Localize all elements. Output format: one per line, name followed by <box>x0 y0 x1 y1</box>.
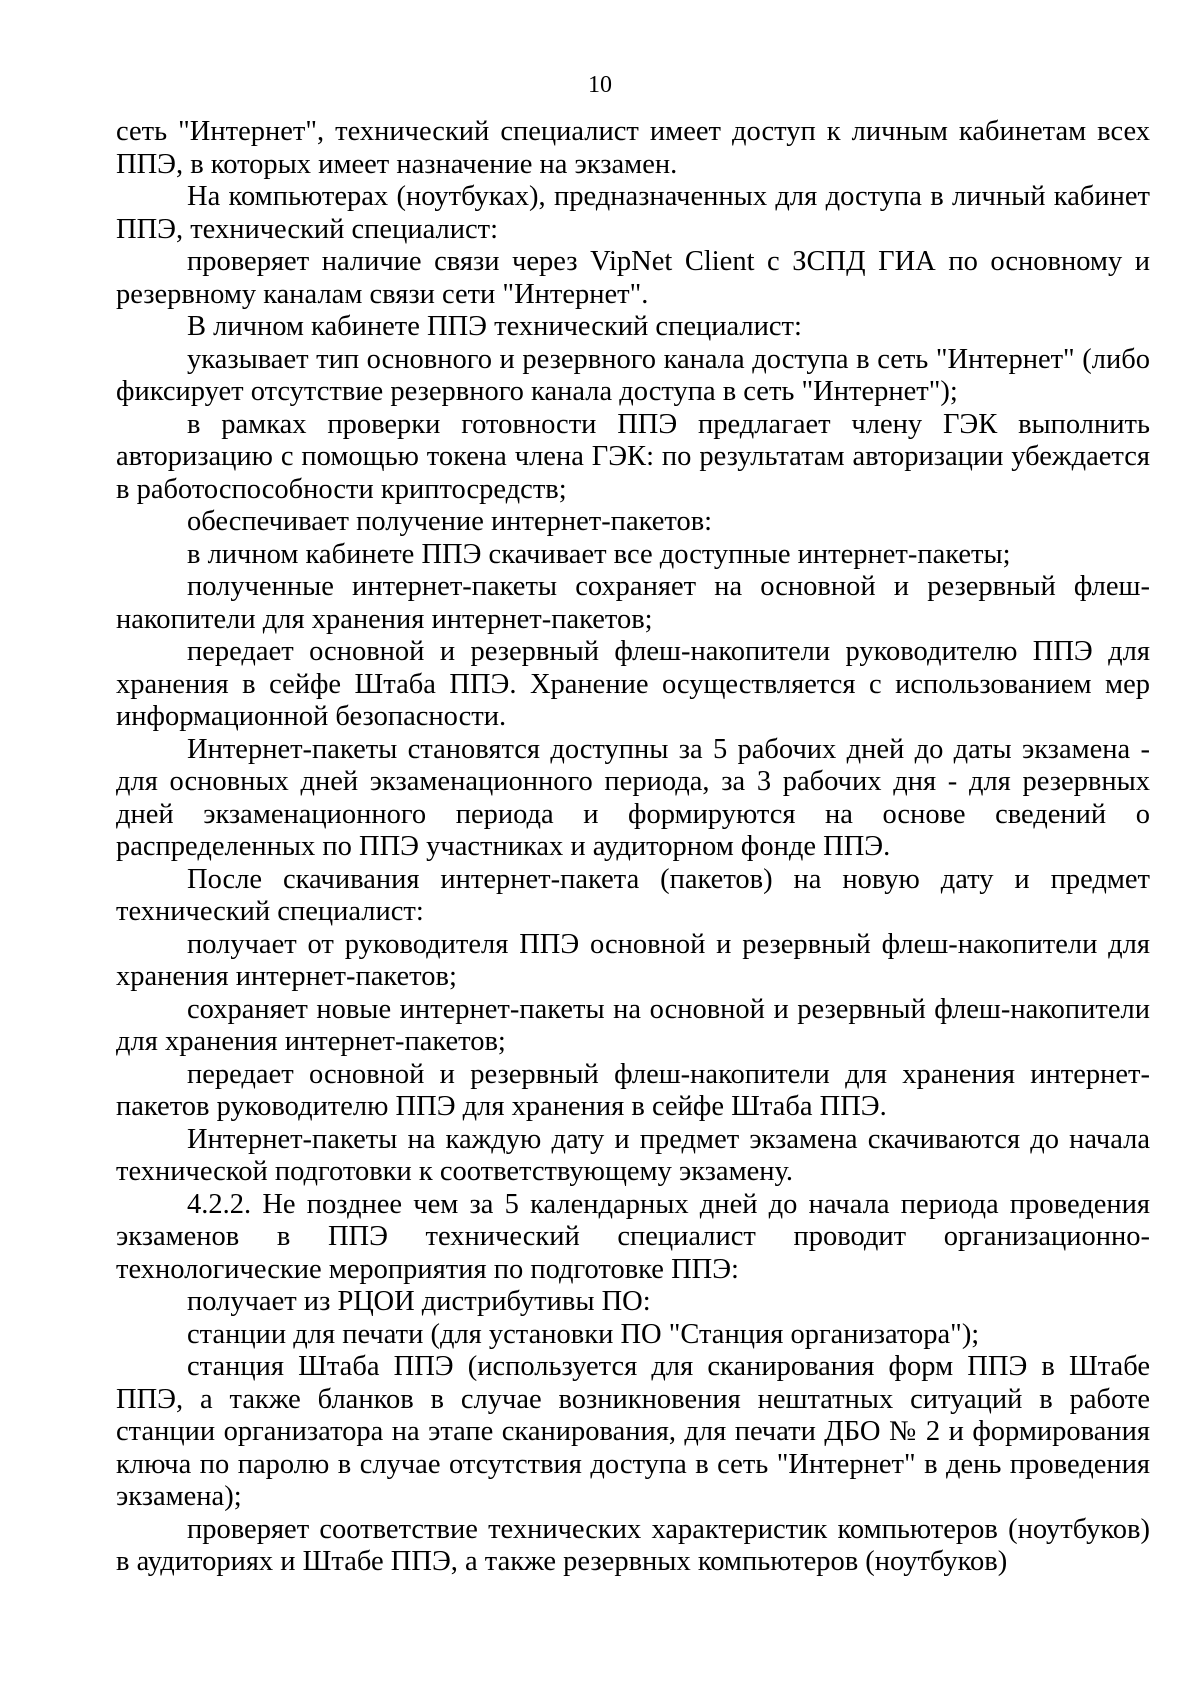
paragraph-21: проверяет соответствие технических характеристик компьютеров (ноутбуков) в аудиториях и Штабе ППЭ, а также резервных компьютеров (ноутбуков) <box>116 1513 1150 1577</box>
paragraph-13: получает от руководителя ППЭ основной и резервный флеш-накопители для хранения интернет-пакетов; <box>116 928 1150 992</box>
paragraph-8: в личном кабинете ППЭ скачивает все доступные интернет-пакеты; <box>187 538 1011 570</box>
paragraph-18: получает из РЦОИ дистрибутивы ПО: <box>187 1286 651 1317</box>
paragraph-15: передает основной и резервный флеш-накопители для хранения интернет-пакетов руководителю ППЭ для хранения в сейфе Штаба ППЭ. <box>116 1058 1150 1122</box>
document-body <box>116 116 1150 1579</box>
paragraph-19: станции для печати (для установки ПО "Станция организатора"); <box>187 1318 980 1350</box>
paragraph-6: в рамках проверки готовности ППЭ предлагает члену ГЭК выполнить авторизацию с помощью токена члена ГЭК: по результатам авторизации убеждается в работоспособности криптосредств; <box>116 408 1150 505</box>
paragraph-10: передает основной и резервный флеш-накопители руководителю ППЭ для хранения в сейфе Штаба ППЭ. Хранение осуществляется с использованием мер информационной безопасности. <box>116 636 1150 732</box>
paragraph-14: сохраняет новые интернет-пакеты на основной и резервный флеш-накопители для хранения интернет-пакетов; <box>116 993 1150 1057</box>
paragraph-17: 4.2.2. Не позднее чем за 5 календарных дней до начала периода проведения экзаменов в ППЭ технический специалист проводит организационно-технологические мероприятия по подготовке ППЭ: <box>116 1188 1150 1285</box>
paragraph-7: обеспечивает получение интернет-пакетов: <box>187 506 713 537</box>
paragraph-2: На компьютерах (ноутбуках), предназначенных для доступа в личный кабинет ППЭ, технический специалист: <box>116 181 1150 245</box>
page-number: 10 <box>588 72 612 98</box>
paragraph-16: Интернет-пакеты на каждую дату и предмет экзамена скачиваются до начала технической подготовки к соответствующему экзамену. <box>116 1123 1150 1187</box>
paragraph-1: сеть "Интернет", технический специалист имеет доступ к личным кабинетам всех ППЭ, в которых имеет назначение на экзамен. <box>116 116 1150 180</box>
paragraph-11: Интернет-пакеты становятся доступны за 5 рабочих дней до даты экзамена - для основных дней экзаменационного периода, за 3 рабочих дня - для резервных дней экзаменационного периода и формируются на основе сведений о распределенных по ППЭ участниках и аудиторном фонде ППЭ. <box>116 733 1150 862</box>
paragraph-3: проверяет наличие связи через VipNet Client с ЗСПД ГИА по основному и резервному каналам связи сети "Интернет". <box>116 246 1150 310</box>
paragraph-12: После скачивания интернет-пакета (пакетов) на новую дату и предмет технический специалист: <box>116 863 1150 927</box>
paragraph-5: указывает тип основного и резервного канала доступа в сеть "Интернет" (либо фиксирует отсутствие резервного канала доступа в сеть "Интернет"); <box>116 343 1150 407</box>
paragraph-9: полученные интернет-пакеты сохраняет на основной и резервный флеш-накопители для хранения интернет-пакетов; <box>116 571 1150 635</box>
paragraph-4: В личном кабинете ППЭ технический специалист: <box>187 311 802 342</box>
paragraph-20: станция Штаба ППЭ (используется для сканирования форм ППЭ в Штабе ППЭ, а также бланков в случае возникновения нештатных ситуаций в работе станции организатора на этапе сканирования, для печати ДБО № 2 и формирования ключа по паролю в случае отсутствия доступа в сеть "Интернет" в день проведения экзамена); <box>116 1351 1150 1512</box>
